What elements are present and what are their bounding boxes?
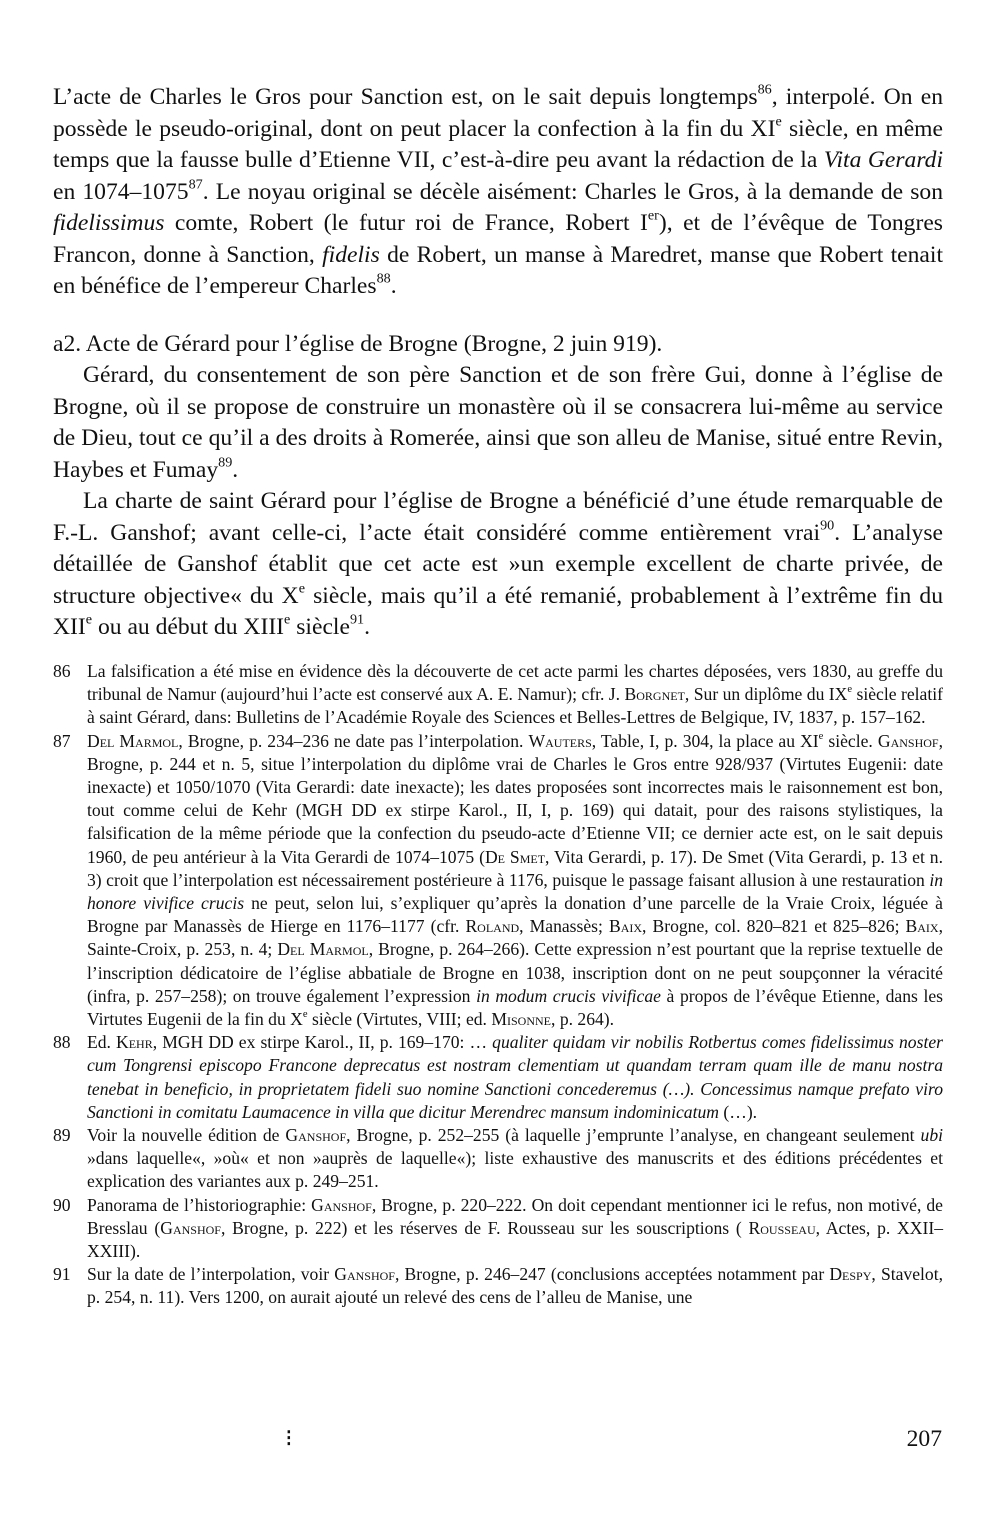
section-heading-a2: a2. Acte de Gérard pour l’église de Brogne (Brogne, 2 juin 919). [53,330,663,357]
footnote-ref-89[interactable]: 89 [218,453,233,470]
footnote-91: 91 Sur la date de l’interpolation, voir Ganshof, Brogne, p. 246–247 (conclusions acceptées notamment par Despy, Stavelot, p. 254, n. 11). Vers 1200, on aurait ajouté un relevé des cens de l’alleu de Manise, une [53,1264,943,1308]
footnote-89: 89 Voir la nouvelle édition de Ganshof, Brogne, p. 252–255 (à laquelle j’emprunte l’analyse, en changeant seulement ubi »dans laquelle«, »où« et non »auprès de laquelle«); liste exhaustive des manuscrits et des éditions précédentes et explication des variantes aux p. 249–251. [53,1125,943,1192]
footnote-ref-86[interactable]: 86 [757,81,772,98]
footnotes [53,660,943,1310]
footnote-ref-91[interactable]: 91 [349,611,365,628]
footnote-ref-87[interactable]: 87 [188,175,203,192]
footnote-ref-90[interactable]: 90 [820,516,835,533]
footnote-ref-88[interactable]: 88 [376,270,391,287]
page-number: 207 [906,1426,942,1452]
paragraph-charles-le-gros: L’acte de Charles le Gros pour Sanction est, on le sait depuis longtemps$^{86}$, interpolé. On en possède le pseudo-original, dont on peut placer la confection à la fin du XIe siècle, en même temps que la fausse bulle d’Etienne VII, c’est-à-dire peu avant la rédaction de la Vita Gerardi en 1074–1075$^{87}$. Le noyau original se décèle aisément: Charles le Gros, à la demande de son fidelissimus comte, Robert (le futur roi de France, Robert Ier), et de l’évêque de Tongres Francon, donne à Sanction, fidelis de Robert, un manse à Maredret, manse que Robert tenait en bénéfice de l’empereur Charles$^{88}$. [53,81,944,299]
paragraph-gerard-donation: Gérard, du consentement de son père Sanction et de son frère Gui, donne à l’église de Brogne, où il se propose de construire un monastère où il se consacrera lui-même au service de Dieu, tout ce qu’il a des droits à Romerée, ainsi que son alleu de Manise, situé entre Revin, Haybes et Fumay$^{89}$. [53,362,943,483]
paragraph-ganshof-analysis: La charte de saint Gérard pour l’église de Brogne a bénéficié d’une étude remarquable de F.-L. Ganshof; avant celle-ci, l’acte était considéré comme entièrement vrai$^{90}$. L’analyse détaillée de Ganshof établit que cet acte est »un exemple excellent de charte privée, de structure objective« du Xe siècle, mais qu’il a été remanié, probablement à l’extrême fin du XIIe ou au début du XIIIe siècle$^{91}$. [53,488,944,640]
main-text [53,82,943,644]
printer-mark: ⁝ [285,1426,293,1452]
footnote-87: 87 Del Marmol, Brogne, p. 234–236 ne date pas l’interpolation. Wauters, Table, I, p. 304, la place au XIe siècle. Ganshof, Brogne, p. 244 et n. 5, situe l’interpolation du diplôme vrai de Charles le Gros entre 928/937 (Virtutes Eugenii: date inexacte) et 1050/1070 (Vita Gerardi: date inexacte); les dates proposées sont incorrectes mais le raisonnement est bon, tout comme celui de Kehr (MGH DD ex stirpe Karol., II, I, p. 169) qui datait, pour des raisons stylistiques, la falsification de la même période que la confection du pseudo-acte d’Etienne VII; ce dernier acte est, on le sait depuis 1960, de peu antérieur à la Vita Gerardi de 1074–1075 (De Smet, Vita Gerardi, p. 17). De Smet (Vita Gerardi, p. 13 et n. 3) croit que l’interpolation est nécessairement postérieure à 1176, puisque le passage faisant allusion à une restauration in honore vivifice crucis ne peut, selon lui, s’expliquer qu’après la donation d’une parcelle de la Vraie Croix, léguée à Brogne par Manassès de Hierge en 1176–1177 (cfr. Roland, Manassès; Baix, Brogne, col. 820–821 et 825–826; Baix, Sainte-Croix, p. 253, n. 4; Del Marmol, Brogne, p. 264–266). Cette expression n’est pourtant que la reprise textuelle de l’inscription dédicatoire de l’église abbatiale de Brogne en 1038, inscription dont on ne peut soupçonner la véracité (infra, p. 257–258); on trouve également l’expression in modum crucis vivificae à propos de l’évêque Etienne, dans les Virtutes Eugenii de la fin du Xe siècle (Virtutes, VIII; ed. Misonne, p. 264). [53,730,943,1030]
footnote-88: 88 Ed. Kehr, MGH DD ex stirpe Karol., II, p. 169–170: … qualiter quidam vir nobilis Rotbertus comes fidelissimus noster cum Tongrensi episcopo Francone deprecatus est nostram clementiam ut quandam terram quam ille de manu nostra tenebat in beneficio, in proprietatem fideli suo nomine Sanctioni concederemus (…). Concessimus namque prefato viro Sanctioni in comitatu Laumacence in villa que dicitur Merendrec mansum indominicatum (…). [53,1032,943,1122]
footnote-86: 86 La falsification a été mise en évidence dès la découverte de cet acte parmi les chartes déposées, vers 1830, au greffe du tribunal de Namur (aujourd’hui l’acte est conservé aux A. E. Namur); cfr. J. Borgnet, Sur un diplôme du IXe siècle relatif à saint Gérard, dans: Bulletins de l’Académie Royale des Sciences et Belles-Lettres de Belgique, IV, 1837, p. 157–162. [53,661,943,728]
footnote-90: 90 Panorama de l’historiographie: Ganshof, Brogne, p. 220–222. On doit cependant mentionner ici le refus, non motivé, de Bresslau (Ganshof, Brogne, p. 222) et les réserves de F. Rousseau sur les souscriptions ( Rousseau, Actes, p. XXII–XXIII). [53,1194,943,1262]
